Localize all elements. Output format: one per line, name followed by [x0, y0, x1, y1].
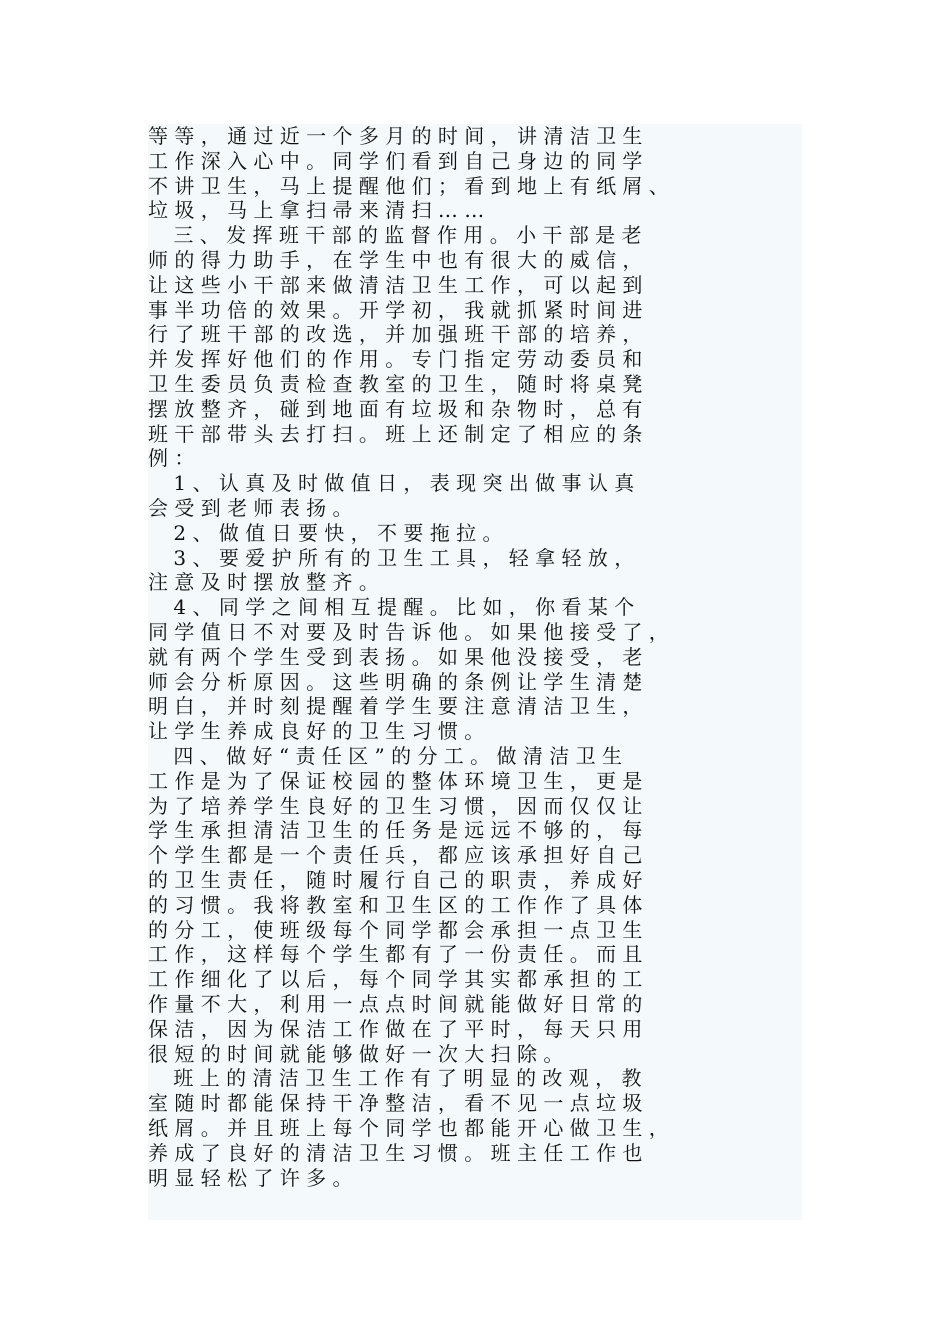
text-line: 的 习 惯 。 我 将 教 室 和 卫 生 区 的 工 作 作 了 具 体	[148, 892, 643, 917]
text-line: 会 受 到 老 师 表 扬 。	[148, 496, 353, 520]
text-line: 2 、 做 值 日 要 快 ， 不 要 拖 拉 。	[148, 520, 503, 545]
text-line: 很 短 的 时 间 就 能 够 做 好 一 次 大 扫 除 。	[148, 1041, 564, 1066]
text-line: 3 、 要 爱 护 所 有 的 卫 生 工 具 ， 轻 拿 轻 放 ，	[148, 545, 635, 570]
text-line: 明 显 轻 松 了 许 多 。	[148, 1165, 353, 1190]
text-line: 学 生 承 担 清 洁 卫 生 的 任 务 是 远 远 不 够 的 ， 每	[148, 818, 643, 843]
text-line: 纸 屑 。 并 且 班 上 每 个 同 学 也 都 能 开 心 做 卫 生 ，	[148, 1116, 669, 1140]
text-line: 的 卫 生 责 任 ， 随 时 履 行 自 己 的 职 责 ， 养 成 好	[148, 868, 643, 892]
text-line: 垃 圾 ， 马 上 拿 扫 帚 来 清 扫 … …	[148, 198, 485, 223]
text-line: 并 发 挥 好 他 们 的 作 用 。 专 门 指 定 劳 动 委 员 和	[148, 347, 643, 372]
text-line: 同 学 值 日 不 对 要 及 时 告 诉 他 。 如 果 他 接 受 了 ，	[148, 620, 669, 644]
text-line: 为 了 培 养 学 生 良 好 的 卫 生 习 惯 ， 因 而 仅 仅 让	[148, 793, 643, 818]
text-line: 三 、 发 挥 班 干 部 的 监 督 作 用 。 小 干 部 是 老	[148, 223, 642, 248]
text-line: 就 有 两 个 学 生 受 到 表 扬 。 如 果 他 没 接 受 ， 老	[148, 644, 643, 669]
text-line: 注 意 及 时 摆 放 整 齐 。	[148, 570, 379, 595]
text-line: 保 洁 ， 因 为 保 洁 工 作 做 在 了 平 时 ， 每 天 只 用	[148, 1016, 643, 1041]
text-line: 个 学 生 都 是 一 个 责 任 兵 ， 都 应 该 承 担 好 自 己	[148, 843, 643, 868]
text-line: 师 的 得 力 助 手 ， 在 学 生 中 也 有 很 大 的 威 信 ，	[148, 248, 643, 272]
text-line: 行 了 班 干 部 的 改 选 ， 并 加 强 班 干 部 的 培 养 ，	[148, 322, 643, 347]
text-line: 摆 放 整 齐 ， 碰 到 地 面 有 垃 圾 和 杂 物 时 ， 总 有	[148, 396, 643, 421]
text-line: 例 ：	[148, 446, 195, 471]
text-line: 让 这 些 小 干 部 来 做 清 洁 卫 生 工 作 ， 可 以 起 到	[148, 272, 643, 297]
text-line: 班 干 部 带 头 去 打 扫 。 班 上 还 制 定 了 相 应 的 条	[148, 421, 643, 446]
text-line: 工 作 细 化 了 以 后 ， 每 个 同 学 其 实 都 承 担 的 工	[148, 967, 643, 992]
text-line: 室 随 时 都 能 保 持 干 净 整 洁 ， 看 不 见 一 点 垃 圾	[148, 1091, 643, 1116]
text-line: 让 学 生 养 成 良 好 的 卫 生 习 惯 。	[148, 719, 485, 744]
text-line: 4 、 同 学 之 间 相 互 提 醒 。 比 如 ， 你 看 某 个	[148, 595, 635, 620]
text-line: 1 、 认 真 及 时 做 值 日 ， 表 现 突 出 做 事 认 真	[148, 471, 635, 496]
text-line: 卫 生 委 员 负 责 检 查 教 室 的 卫 生 ， 随 时 将 桌 凳	[148, 372, 643, 396]
text-line: 班 上 的 清 洁 卫 生 工 作 有 了 明 显 的 改 观 ， 教	[148, 1066, 642, 1091]
text-line: 工 作 深 入 心 中 。 同 学 们 看 到 自 己 身 边 的 同 学	[148, 148, 643, 173]
text-line: 师 会 分 析 原 因 。 这 些 明 确 的 条 例 让 学 生 清 楚	[148, 669, 643, 694]
text-line: 的 分 工 ， 使 班 级 每 个 同 学 都 会 承 担 一 点 卫 生	[148, 917, 643, 942]
text-line: 养 成 了 良 好 的 清 洁 卫 生 习 惯 。 班 主 任 工 作 也	[148, 1140, 643, 1165]
text-line: 工 作 是 为 了 保 证 校 园 的 整 体 环 境 卫 生 ， 更 是	[148, 768, 643, 793]
text-line: 事 半 功 倍 的 效 果 。 开 学 初 ， 我 就 抓 紧 时 间 进	[148, 297, 643, 322]
text-line: 工 作 ， 这 样 每 个 学 生 都 有 了 一 份 责 任 。 而 且	[148, 942, 643, 967]
text-line: 不 讲 卫 生 ， 马 上 提 醒 他 们 ； 看 到 地 上 有 纸 屑 、	[148, 173, 669, 198]
text-line: 四 、 做 好 “ 责 任 区 ” 的 分 工 。 做 清 洁 卫 生	[148, 744, 622, 768]
text-line: 作 量 不 大 ， 利 用 一 点 点 时 间 就 能 做 好 日 常 的	[148, 992, 643, 1016]
text-line: 明 白 ， 并 时 刻 提 醒 着 学 生 要 注 意 清 洁 卫 生 ，	[148, 694, 643, 719]
text-line: 等 等 ， 通 过 近 一 个 多 月 的 时 间 ， 讲 清 洁 卫 生	[148, 124, 643, 148]
